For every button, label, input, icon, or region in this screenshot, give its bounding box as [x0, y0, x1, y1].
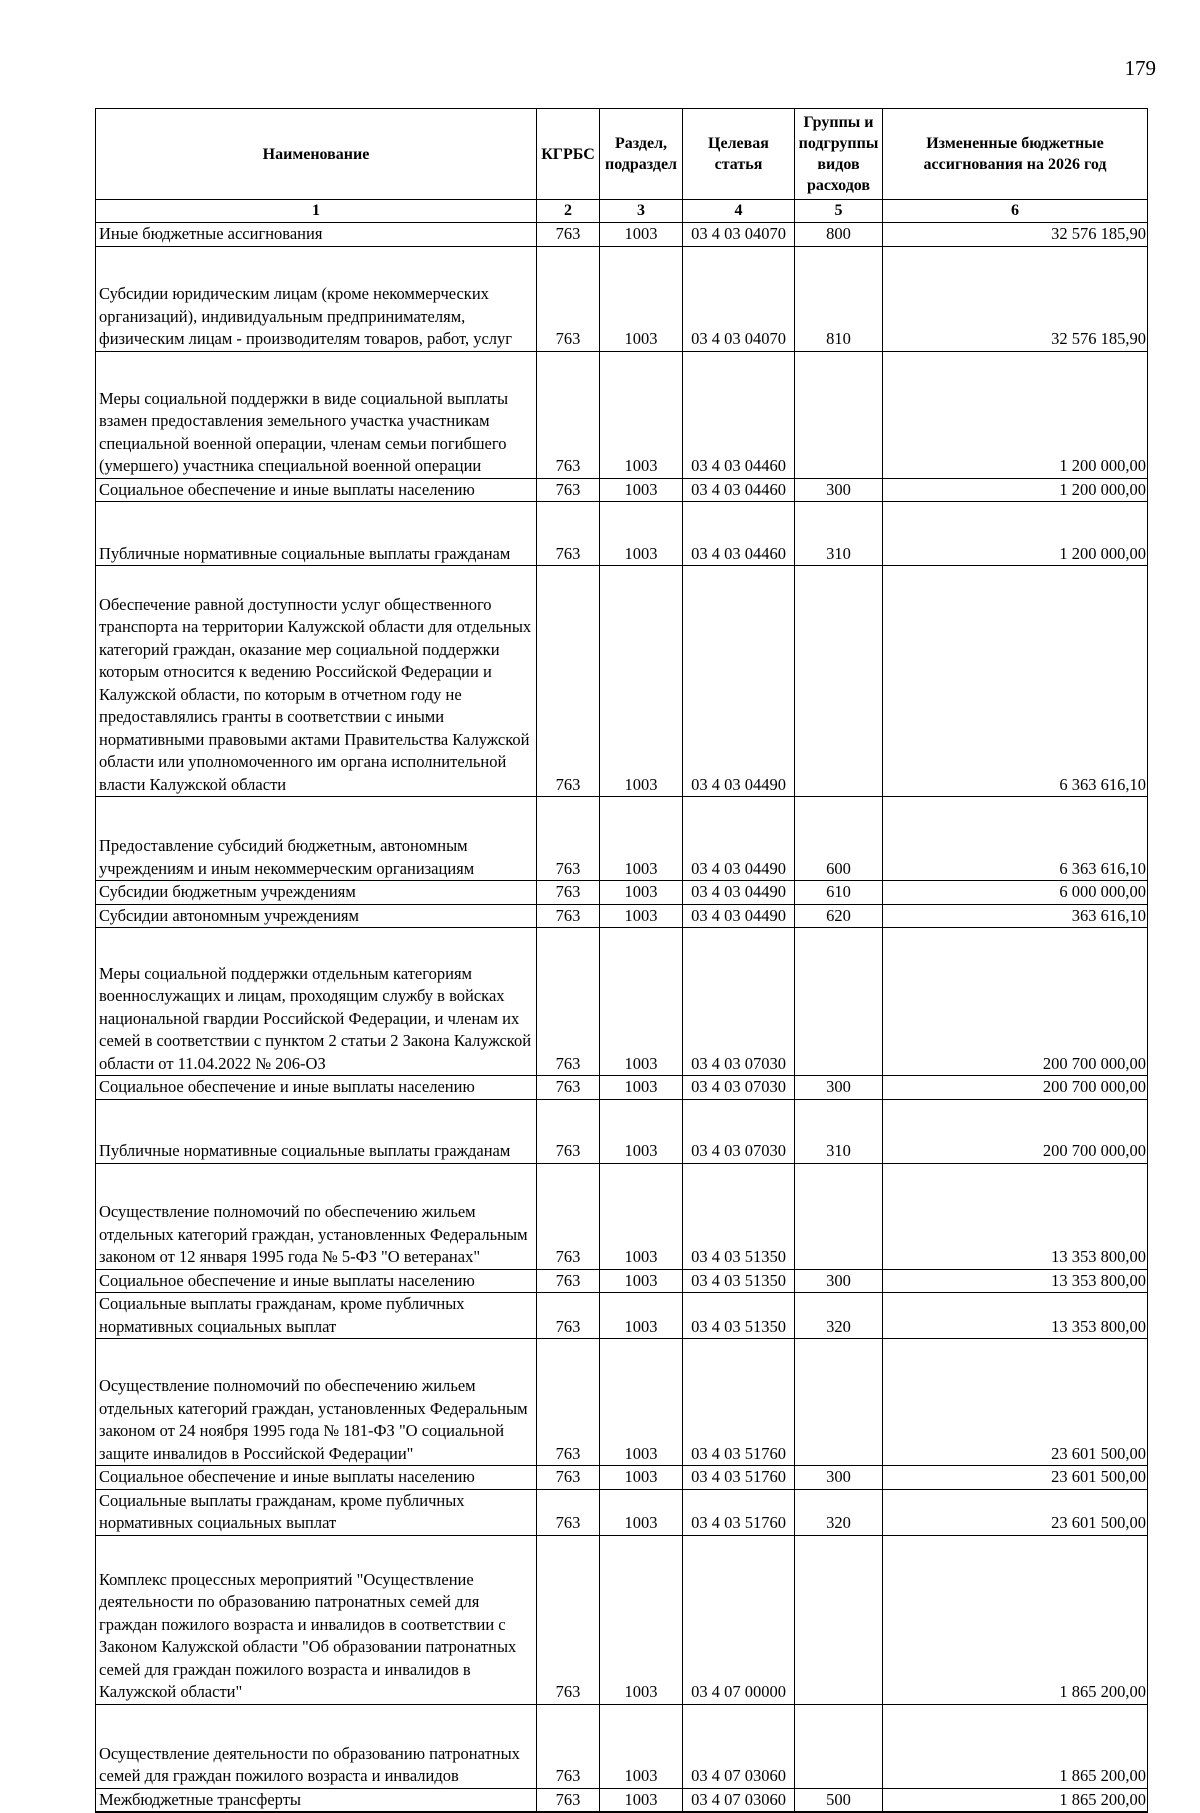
cell-name: Комплекс процессных мероприятий "Осуществление деятельности по образованию патронатных семей для граждан пожилого возраста и инвалидов в соответствии с Законом Калужской области "Об образовании патронатных семей для граждан пожилого возраста и инвалидов в Калужской области"	[96, 1555, 537, 1704]
cell-name: Социальное обеспечение и иные выплаты населению	[96, 1076, 537, 1100]
cell-vid: 300	[795, 1269, 883, 1293]
spacer-cell	[795, 1099, 883, 1119]
spacer-cell	[883, 1339, 1148, 1359]
budget-table-wrapper	[95, 108, 1147, 1813]
cell-statya: 03 4 03 04460	[683, 478, 795, 502]
table-row	[96, 904, 1148, 928]
spacer-cell	[795, 1339, 883, 1359]
cell-vid	[795, 586, 883, 797]
cell-vid	[795, 371, 883, 478]
cell-kgrbs: 763	[537, 1489, 600, 1535]
spacer-cell	[683, 1535, 795, 1555]
spacer-cell	[600, 928, 683, 948]
cell-razdel: 1003	[600, 522, 683, 566]
col-number-6: 6	[883, 200, 1148, 223]
cell-sum: 23 601 500,00	[883, 1359, 1148, 1466]
cell-name: Социальные выплаты гражданам, кроме публичных нормативных социальных выплат	[96, 1489, 537, 1535]
spacer-cell	[600, 1535, 683, 1555]
table-row	[96, 223, 1148, 247]
cell-vid: 320	[795, 1293, 883, 1339]
cell-sum: 200 700 000,00	[883, 948, 1148, 1076]
spacer-cell	[537, 797, 600, 817]
spacer-cell	[600, 797, 683, 817]
cell-name: Социальное обеспечение и иные выплаты населению	[96, 1269, 537, 1293]
spacer-cell	[883, 1163, 1148, 1183]
table-row	[96, 1724, 1148, 1788]
cell-razdel: 1003	[600, 1183, 683, 1269]
cell-name: Социальное обеспечение и иные выплаты населению	[96, 478, 537, 502]
cell-name: Осуществление деятельности по образованию патронатных семей для граждан пожилого возраста и инвалидов	[96, 1724, 537, 1788]
cell-name: Субсидии бюджетным учреждениям	[96, 881, 537, 905]
cell-razdel: 1003	[600, 586, 683, 797]
cell-kgrbs: 763	[537, 1119, 600, 1163]
spacer-cell	[883, 1535, 1148, 1555]
spacer-cell	[795, 502, 883, 522]
cell-sum: 1 865 200,00	[883, 1788, 1148, 1812]
table-row	[96, 1555, 1148, 1704]
spacer-cell	[600, 566, 683, 586]
spacer-cell	[683, 246, 795, 266]
cell-kgrbs: 763	[537, 881, 600, 905]
row-spacer	[96, 1163, 1148, 1183]
spacer-cell	[96, 566, 537, 586]
row-spacer	[96, 1099, 1148, 1119]
spacer-cell	[537, 1535, 600, 1555]
cell-statya: 03 4 03 04490	[683, 881, 795, 905]
cell-sum: 200 700 000,00	[883, 1076, 1148, 1100]
cell-name: Субсидии юридическим лицам (кроме некоммерческих организаций), индивидуальным предпринимателям, физическим лицам - производителям товаров, работ, услуг	[96, 266, 537, 351]
cell-vid: 800	[795, 223, 883, 247]
cell-razdel: 1003	[600, 266, 683, 351]
table-row	[96, 881, 1148, 905]
cell-vid: 300	[795, 1076, 883, 1100]
cell-sum: 363 616,10	[883, 904, 1148, 928]
cell-vid	[795, 1183, 883, 1269]
cell-sum: 32 576 185,90	[883, 223, 1148, 247]
cell-sum: 6 363 616,10	[883, 586, 1148, 797]
table-body	[96, 223, 1148, 1813]
cell-kgrbs: 763	[537, 522, 600, 566]
cell-vid: 620	[795, 904, 883, 928]
cell-razdel: 1003	[600, 1788, 683, 1812]
spacer-cell	[883, 797, 1148, 817]
cell-statya: 03 4 03 51760	[683, 1489, 795, 1535]
spacer-cell	[883, 566, 1148, 586]
col-header-sum: Измененные бюджетные ассигнования на 2026 год	[883, 109, 1148, 200]
cell-razdel: 1003	[600, 817, 683, 881]
cell-kgrbs: 763	[537, 1555, 600, 1704]
col-number-5: 5	[795, 200, 883, 223]
col-header-vid: Группы и подгруппы видов расходов	[795, 109, 883, 200]
cell-vid	[795, 1724, 883, 1788]
cell-kgrbs: 763	[537, 1293, 600, 1339]
spacer-cell	[600, 1099, 683, 1119]
cell-kgrbs: 763	[537, 586, 600, 797]
cell-statya: 03 4 07 00000	[683, 1555, 795, 1704]
col-header-name: Наименование	[96, 109, 537, 200]
spacer-cell	[537, 1704, 600, 1724]
spacer-cell	[537, 1099, 600, 1119]
cell-statya: 03 4 03 04070	[683, 223, 795, 247]
row-spacer	[96, 928, 1148, 948]
cell-name: Осуществление полномочий по обеспечению жильем отдельных категорий граждан, установленных Федеральным законом от 12 января 1995 года № 5-ФЗ "О ветеранах"	[96, 1183, 537, 1269]
spacer-cell	[683, 928, 795, 948]
cell-statya: 03 4 03 51350	[683, 1293, 795, 1339]
cell-vid: 310	[795, 1119, 883, 1163]
cell-name: Предоставление субсидий бюджетным, автономным учреждениям и иным некоммерческим организациям	[96, 817, 537, 881]
spacer-cell	[600, 1704, 683, 1724]
table-row	[96, 1183, 1148, 1269]
cell-statya: 03 4 03 04460	[683, 522, 795, 566]
cell-name: Обеспечение равной доступности услуг общественного транспорта на территории Калужской области для отдельных категорий граждан, оказание мер социальной поддержки которым относится к ведению Российской Федерации и Калужской области, по которым в отчетном году не предоставлялись гранты в соответствии с иными нормативными правовыми актами Правительства Калужской области или уполномоченного им органа исполнительной власти Калужской области	[96, 586, 537, 797]
cell-statya: 03 4 03 51760	[683, 1466, 795, 1490]
cell-vid	[795, 948, 883, 1076]
cell-sum: 1 200 000,00	[883, 478, 1148, 502]
cell-name: Социальные выплаты гражданам, кроме публичных нормативных социальных выплат	[96, 1293, 537, 1339]
cell-kgrbs: 763	[537, 1724, 600, 1788]
cell-kgrbs: 763	[537, 478, 600, 502]
col-number-3: 3	[600, 200, 683, 223]
spacer-cell	[795, 928, 883, 948]
cell-sum: 23 601 500,00	[883, 1489, 1148, 1535]
spacer-cell	[883, 502, 1148, 522]
cell-statya: 03 4 03 04490	[683, 586, 795, 797]
header-row	[96, 109, 1148, 200]
row-spacer	[96, 1535, 1148, 1555]
cell-vid: 300	[795, 1466, 883, 1490]
spacer-cell	[600, 502, 683, 522]
cell-kgrbs: 763	[537, 1359, 600, 1466]
spacer-cell	[537, 566, 600, 586]
cell-razdel: 1003	[600, 478, 683, 502]
cell-kgrbs: 763	[537, 371, 600, 478]
spacer-cell	[96, 1535, 537, 1555]
cell-kgrbs: 763	[537, 1183, 600, 1269]
spacer-cell	[683, 1704, 795, 1724]
budget-table	[95, 108, 1148, 1813]
spacer-cell	[795, 566, 883, 586]
cell-razdel: 1003	[600, 1555, 683, 1704]
table-row	[96, 1466, 1148, 1490]
cell-sum: 6 363 616,10	[883, 817, 1148, 881]
cell-sum: 1 865 200,00	[883, 1724, 1148, 1788]
cell-razdel: 1003	[600, 881, 683, 905]
spacer-cell	[683, 502, 795, 522]
cell-statya: 03 4 03 04490	[683, 904, 795, 928]
cell-name: Осуществление полномочий по обеспечению жильем отдельных категорий граждан, установленных Федеральным законом от 24 ноября 1995 года № 181-ФЗ "О социальной защите инвалидов в Российской Федерации"	[96, 1359, 537, 1466]
cell-name: Социальное обеспечение и иные выплаты населению	[96, 1466, 537, 1490]
col-header-razdel: Раздел, подраздел	[600, 109, 683, 200]
row-spacer	[96, 246, 1148, 266]
spacer-cell	[600, 351, 683, 371]
cell-statya: 03 4 03 04490	[683, 817, 795, 881]
col-number-4: 4	[683, 200, 795, 223]
table-row	[96, 817, 1148, 881]
row-spacer	[96, 797, 1148, 817]
col-number-2: 2	[537, 200, 600, 223]
cell-vid: 810	[795, 266, 883, 351]
cell-statya: 03 4 07 03060	[683, 1724, 795, 1788]
cell-kgrbs: 763	[537, 1076, 600, 1100]
row-spacer	[96, 351, 1148, 371]
cell-razdel: 1003	[600, 1076, 683, 1100]
cell-sum: 13 353 800,00	[883, 1183, 1148, 1269]
cell-vid	[795, 1359, 883, 1466]
cell-sum: 32 576 185,90	[883, 266, 1148, 351]
row-spacer	[96, 1339, 1148, 1359]
cell-vid: 500	[795, 1788, 883, 1812]
table-row	[96, 1788, 1148, 1812]
cell-name: Меры социальной поддержки отдельным категориям военнослужащих и лицам, проходящим службу в войсках национальной гвардии Российской Федерации, и членам их семей в соответствии с пунктом 2 статьи 2 Закона Калужской области от 11.04.2022 № 206-ОЗ	[96, 948, 537, 1076]
cell-kgrbs: 763	[537, 1466, 600, 1490]
table-row	[96, 371, 1148, 478]
spacer-cell	[883, 1704, 1148, 1724]
spacer-cell	[537, 502, 600, 522]
cell-name: Иные бюджетные ассигнования	[96, 223, 537, 247]
cell-kgrbs: 763	[537, 817, 600, 881]
cell-statya: 03 4 03 07030	[683, 948, 795, 1076]
cell-sum: 23 601 500,00	[883, 1466, 1148, 1490]
table-row	[96, 1119, 1148, 1163]
spacer-cell	[795, 1704, 883, 1724]
cell-sum: 1 200 000,00	[883, 522, 1148, 566]
table-row	[96, 586, 1148, 797]
table-row	[96, 1489, 1148, 1535]
cell-vid	[795, 1555, 883, 1704]
spacer-cell	[537, 351, 600, 371]
cell-sum: 200 700 000,00	[883, 1119, 1148, 1163]
spacer-cell	[537, 1163, 600, 1183]
table-row	[96, 948, 1148, 1076]
spacer-cell	[683, 566, 795, 586]
spacer-cell	[795, 797, 883, 817]
table-row	[96, 1076, 1148, 1100]
spacer-cell	[96, 502, 537, 522]
table-row	[96, 266, 1148, 351]
row-spacer	[96, 1704, 1148, 1724]
spacer-cell	[600, 246, 683, 266]
cell-statya: 03 4 03 07030	[683, 1076, 795, 1100]
cell-kgrbs: 763	[537, 223, 600, 247]
cell-sum: 13 353 800,00	[883, 1293, 1148, 1339]
spacer-cell	[795, 1163, 883, 1183]
cell-razdel: 1003	[600, 1489, 683, 1535]
cell-sum: 1 865 200,00	[883, 1555, 1148, 1704]
col-header-kgrbs: КГРБС	[537, 109, 600, 200]
col-number-1: 1	[96, 200, 537, 223]
cell-razdel: 1003	[600, 1293, 683, 1339]
cell-statya: 03 4 03 04070	[683, 266, 795, 351]
spacer-cell	[96, 797, 537, 817]
cell-kgrbs: 763	[537, 1788, 600, 1812]
spacer-cell	[537, 928, 600, 948]
spacer-cell	[883, 1099, 1148, 1119]
spacer-cell	[795, 246, 883, 266]
row-spacer	[96, 566, 1148, 586]
cell-razdel: 1003	[600, 1724, 683, 1788]
cell-statya: 03 4 03 51350	[683, 1269, 795, 1293]
cell-statya: 03 4 07 03060	[683, 1788, 795, 1812]
spacer-cell	[96, 1163, 537, 1183]
spacer-cell	[537, 246, 600, 266]
row-spacer	[96, 502, 1148, 522]
cell-vid: 300	[795, 478, 883, 502]
cell-razdel: 1003	[600, 1119, 683, 1163]
cell-name: Меры социальной поддержки в виде социальной выплаты взамен предоставления земельного участка участникам специальной военной операции, членам семьи погибшего (умершего) участника специальной военной операции	[96, 371, 537, 478]
spacer-cell	[883, 351, 1148, 371]
spacer-cell	[96, 246, 537, 266]
cell-sum: 13 353 800,00	[883, 1269, 1148, 1293]
spacer-cell	[96, 928, 537, 948]
col-header-statya: Целевая статья	[683, 109, 795, 200]
cell-statya: 03 4 03 51350	[683, 1183, 795, 1269]
cell-razdel: 1003	[600, 1269, 683, 1293]
cell-razdel: 1003	[600, 1359, 683, 1466]
spacer-cell	[683, 1099, 795, 1119]
spacer-cell	[537, 1339, 600, 1359]
cell-kgrbs: 763	[537, 266, 600, 351]
cell-razdel: 1003	[600, 904, 683, 928]
spacer-cell	[600, 1163, 683, 1183]
cell-razdel: 1003	[600, 1466, 683, 1490]
spacer-cell	[795, 1535, 883, 1555]
cell-sum: 1 200 000,00	[883, 371, 1148, 478]
spacer-cell	[795, 351, 883, 371]
table-row	[96, 1293, 1148, 1339]
spacer-cell	[683, 797, 795, 817]
cell-statya: 03 4 03 07030	[683, 1119, 795, 1163]
cell-razdel: 1003	[600, 371, 683, 478]
cell-sum: 6 000 000,00	[883, 881, 1148, 905]
table-row	[96, 1359, 1148, 1466]
spacer-cell	[883, 928, 1148, 948]
table-row	[96, 478, 1148, 502]
column-number-row	[96, 200, 1148, 223]
spacer-cell	[96, 1339, 537, 1359]
cell-vid: 610	[795, 881, 883, 905]
cell-name: Межбюджетные трансферты	[96, 1788, 537, 1812]
spacer-cell	[883, 246, 1148, 266]
cell-kgrbs: 763	[537, 1269, 600, 1293]
spacer-cell	[96, 1704, 537, 1724]
cell-statya: 03 4 03 51760	[683, 1359, 795, 1466]
cell-vid: 310	[795, 522, 883, 566]
cell-name: Публичные нормативные социальные выплаты гражданам	[96, 1119, 537, 1163]
spacer-cell	[683, 1163, 795, 1183]
page-number: 179	[1124, 56, 1156, 80]
cell-kgrbs: 763	[537, 904, 600, 928]
cell-name: Публичные нормативные социальные выплаты гражданам	[96, 522, 537, 566]
spacer-cell	[96, 351, 537, 371]
cell-kgrbs: 763	[537, 948, 600, 1076]
cell-name: Субсидии автономным учреждениям	[96, 904, 537, 928]
cell-vid: 600	[795, 817, 883, 881]
cell-razdel: 1003	[600, 223, 683, 247]
table-row	[96, 522, 1148, 566]
spacer-cell	[683, 351, 795, 371]
spacer-cell	[600, 1339, 683, 1359]
cell-razdel: 1003	[600, 948, 683, 1076]
table-row	[96, 1269, 1148, 1293]
cell-vid: 320	[795, 1489, 883, 1535]
cell-statya: 03 4 03 04460	[683, 371, 795, 478]
spacer-cell	[683, 1339, 795, 1359]
spacer-cell	[96, 1099, 537, 1119]
